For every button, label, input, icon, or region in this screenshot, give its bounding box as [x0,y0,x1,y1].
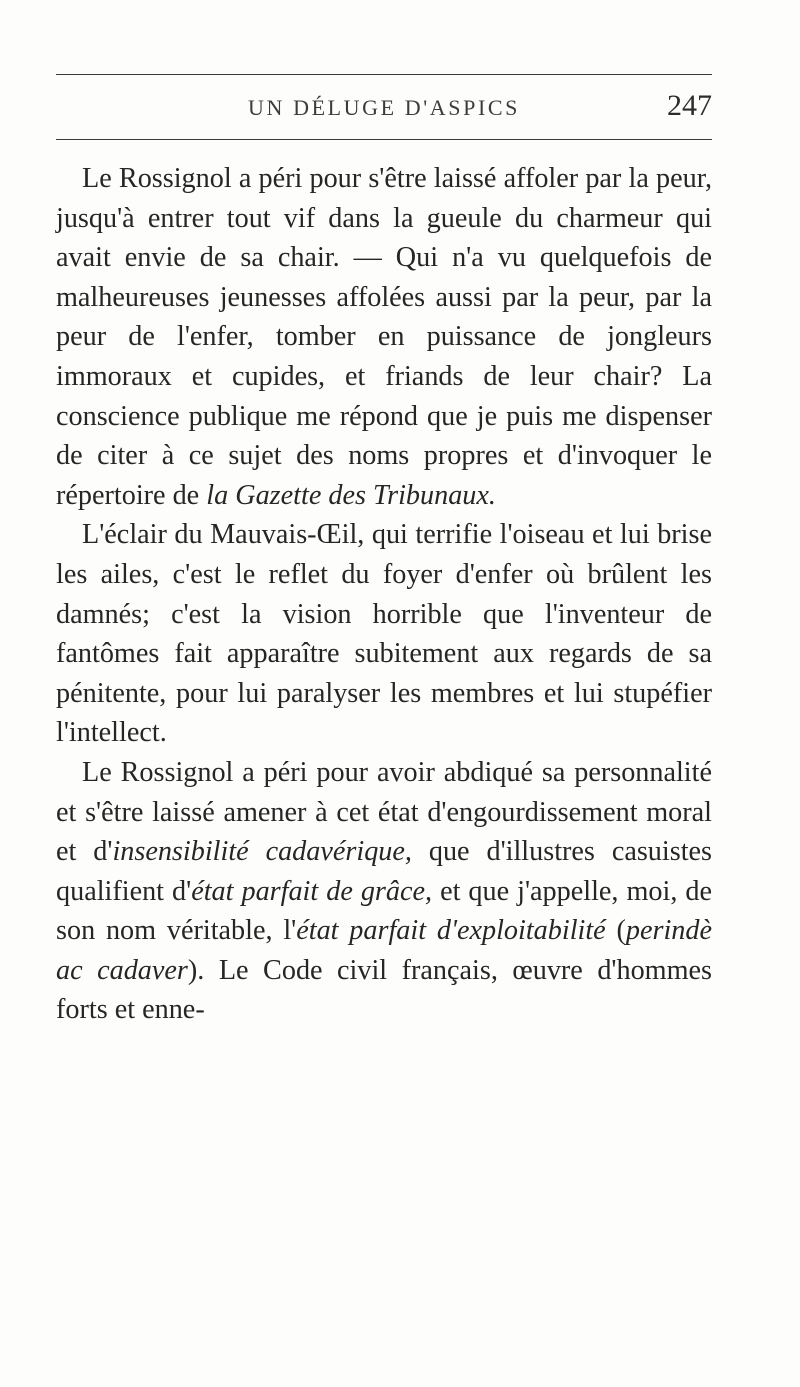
paragraph-3-text-d: ( [605,915,626,947]
paragraph-2 [56,515,712,753]
paragraph-1 [56,159,712,515]
paragraph-3-italic-a: insensibilité cadavérique, [112,836,412,868]
page-number: 247 [667,89,712,122]
paragraph-3-text-a: Le Rossignol a péri pour avoir abdiqué sa personnalité et s'être laissé amener à cet état d'engourdissement moral et d' [56,756,712,868]
paragraph-1-text: Le Rossignol a péri pour s'être laissé affoler par la peur, jusqu'à entrer tout vif dans la gueule du charmeur qui avait envie de sa chair. — Qui n'a vu quelquefois de malheureuses jeunesses affolées aussi par la peur, par la peur de l'enfer, tomber en puissance de jongleurs immoraux et cupides, et friands de leur chair? La conscience publique me répond que je puis me dispenser de citer à ce sujet des noms propres et d'invoquer le répertoire de [56,163,712,511]
paragraph-3-text-c: et que j'appelle, moi, de son nom véritable, l' [56,875,712,947]
paragraph-2-text: L'éclair du Mauvais-Œil, qui terrifie l'oiseau et lui brise les ailes, c'est le reflet du foyer d'enfer où brûlent les damnés; c'est la vision horrible que l'inventeur de fantômes fait apparaître subitement aux regards de sa pénitente, pour lui paralyser les membres et lui stupéfier l'intellect. [56,519,712,749]
paragraph-1-italic-title: la Gazette des Tribunaux. [206,479,496,511]
paragraph-3-italic-c: état parfait d'exploitabilité [296,915,606,947]
paragraph-3-italic-b: état parfait de grâce, [191,875,433,907]
paragraph-3-text-e: ). Le Code civil français, œuvre d'hommes forts et enne- [56,954,713,1026]
running-title: UN DÉLUGE D'ASPICS [248,95,520,120]
header-rule-bottom [56,139,712,140]
page-header [56,89,712,129]
body-text [56,159,712,1030]
header-rule-top [56,74,712,75]
paragraph-3-italic-d: perindè ac cadaver [56,915,712,986]
paragraph-3-text-b: que d'illustres casuistes qualifient d' [56,836,713,907]
paragraph-3 [56,753,712,1030]
